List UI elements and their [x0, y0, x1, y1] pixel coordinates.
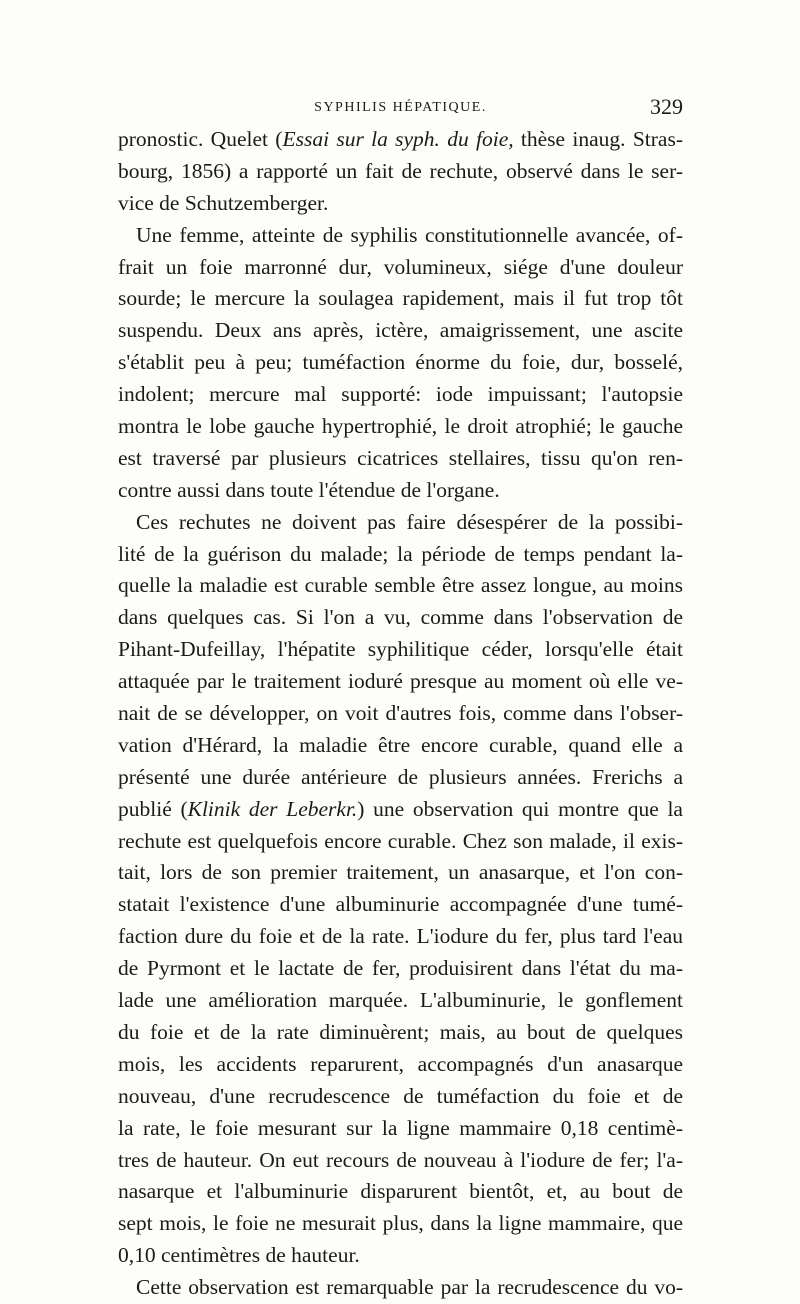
text-line: vation d'Hérard, la maladie être encore curable, quand elle a: [118, 732, 683, 757]
text-line: la rate, le foie mesurant sur la ligne mammaire 0,18 centimè-: [118, 1115, 683, 1140]
text-line: Ces rechutes ne doivent pas faire désespérer de la possibi-: [136, 509, 683, 534]
text-line: tait, lors de son premier traitement, un anasarque, et l'on con-: [118, 860, 683, 885]
text-line: bourg, 1856) a rapporté un fait de rechute, observé dans le ser-: [118, 158, 683, 183]
text-line: statait l'existence d'une albuminurie accompagnée d'une tumé-: [118, 892, 683, 917]
running-title: SYPHILIS HÉPATIQUE.: [314, 100, 487, 115]
text-line: mois, les accidents reparurent, accompagnés d'un anasarque: [118, 1051, 683, 1076]
text-line: Cette observation est remarquable par la recrudescence du vo-: [136, 1275, 683, 1300]
body-text: [118, 124, 683, 1304]
text-line: dans quelques cas. Si l'on a vu, comme dans l'observation de: [118, 605, 683, 630]
text-line: s'établit peu à peu; tuméfaction énorme du foie, dur, bosselé,: [118, 350, 683, 375]
text-line: 0,10 centimètres de hauteur.: [118, 1243, 360, 1268]
text-line: lité de la guérison du malade; la période de temps pendant la-: [118, 541, 683, 566]
text-line: de Pyrmont et le lactate de fer, produisirent dans l'état du ma-: [118, 956, 683, 981]
text-line: Une femme, atteinte de syphilis constitutionnelle avancée, of-: [136, 222, 683, 247]
text-line: faction dure du foie et de la rate. L'iodure du fer, plus tard l'eau: [118, 924, 683, 949]
text-line: indolent; mercure mal supporté: iode impuissant; l'autopsie: [118, 382, 683, 407]
text-line: pronostic. Quelet (Essai sur la syph. du foie, thèse inaug. Stras-: [118, 127, 683, 151]
running-head: [118, 94, 683, 122]
page-number: 329: [650, 94, 683, 119]
text-line: sept mois, le foie ne mesurait plus, dans la ligne mammaire, que: [118, 1211, 683, 1236]
text-line: nasarque et l'albuminurie disparurent bientôt, et, au bout de: [118, 1179, 683, 1204]
text-line: vice de Schutzemberger.: [118, 190, 329, 215]
text-line: lade une amélioration marquée. L'albuminurie, le gonflement: [118, 988, 683, 1013]
text-line: du foie et de la rate diminuèrent; mais, au bout de quelques: [118, 1019, 683, 1044]
text-line: rechute est quelquefois encore curable. Chez son malade, il exis-: [118, 828, 683, 853]
text-line: nouveau, d'une recrudescence de tuméfaction du foie et de: [118, 1083, 683, 1108]
text-line: est traversé par plusieurs cicatrices stellaires, tissu qu'on ren-: [118, 445, 683, 470]
text-line: sourde; le mercure la soulagea rapidement, mais il fut trop tôt: [118, 286, 683, 311]
text-line: présenté une durée antérieure de plusieurs années. Frerichs a: [118, 764, 683, 789]
text-line: montra le lobe gauche hypertrophié, le droit atrophié; le gauche: [118, 414, 683, 439]
text-line: Pihant-Dufeillay, l'hépatite syphilitique céder, lorsqu'elle était: [118, 637, 683, 662]
text-line: tres de hauteur. On eut recours de nouveau à l'iodure de fer; l'a-: [118, 1147, 683, 1172]
text-line: frait un foie marronné dur, volumineux, siége d'une douleur: [118, 254, 683, 279]
text-line: quelle la maladie est curable semble être assez longue, au moins: [118, 573, 683, 598]
text-line: suspendu. Deux ans après, ictère, amaigrissement, une ascite: [118, 318, 683, 343]
text-line: publié (Klinik der Leberkr.) une observation qui montre que la: [118, 796, 683, 821]
text-line: attaquée par le traitement ioduré presque au moment où elle ve-: [118, 669, 683, 694]
text-line: contre aussi dans toute l'étendue de l'organe.: [118, 477, 500, 502]
text-line: nait de se développer, on voit d'autres fois, comme dans l'obser-: [118, 701, 683, 726]
